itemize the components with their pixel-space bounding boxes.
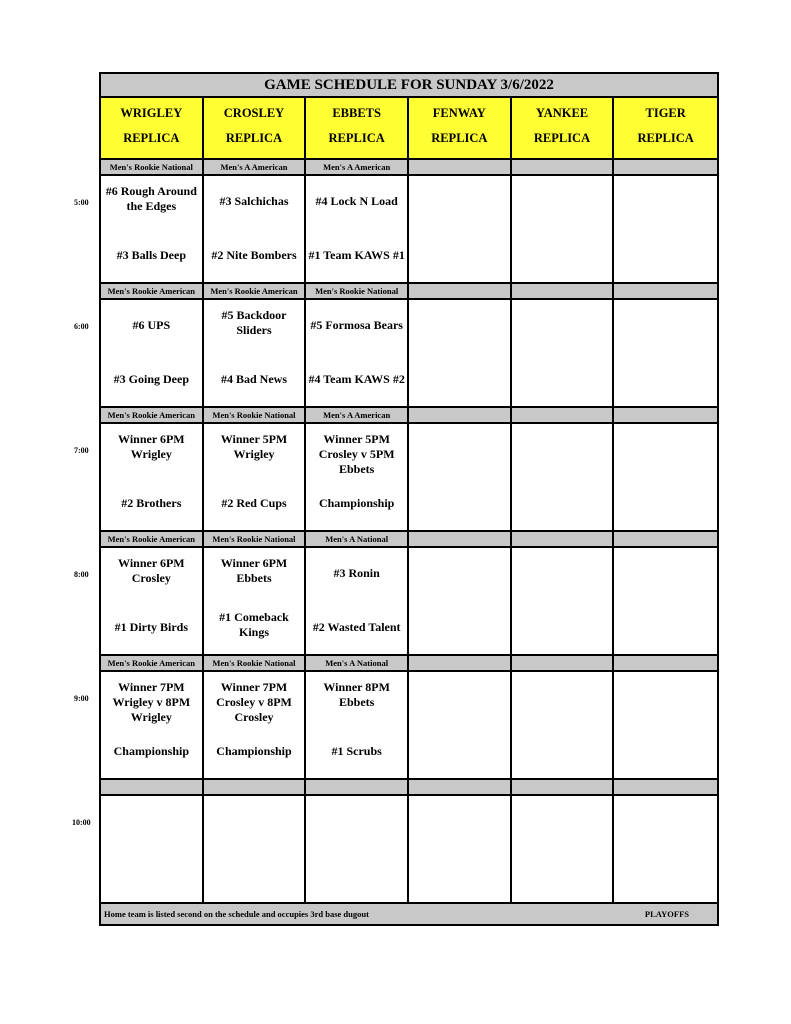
playoffs-label: PLAYOFFS [644, 909, 689, 919]
game-cell [204, 176, 307, 282]
field-header-tiger: TIGER REPLICA [637, 106, 694, 145]
league-label [614, 408, 717, 422]
game-cell [512, 176, 615, 282]
time-label: 7:00 [74, 446, 89, 455]
game-cell [409, 424, 512, 530]
game-cell [101, 300, 204, 406]
home-team: #4 Bad News [220, 372, 287, 386]
field-header-yankee: YANKEE REPLICA [512, 98, 615, 158]
game-cell [204, 424, 307, 530]
game-slot-row [101, 672, 717, 780]
league-label [512, 408, 615, 422]
time-label: 9:00 [74, 694, 89, 703]
away-team: #3 Ronin [333, 566, 380, 580]
home-team: #3 Balls Deep [116, 248, 186, 262]
league-label: Men's A American [306, 160, 409, 174]
time-label: 10:00 [72, 818, 91, 827]
home-team: Championship [318, 496, 395, 510]
home-team: Championship [113, 744, 190, 758]
league-label [409, 284, 512, 298]
home-team: #4 Team KAWS #2 [308, 372, 405, 386]
time-slots [101, 160, 717, 780]
blank-slot-10pm [101, 796, 717, 904]
game-cell [512, 548, 615, 654]
game-cell [306, 176, 409, 282]
home-team: #2 Red Cups [221, 496, 287, 510]
game-cell [512, 300, 615, 406]
league-row [101, 160, 717, 176]
league-label [512, 284, 615, 298]
game-cell [306, 424, 409, 530]
home-team-note: Home team is listed second on the schedule and occupies 3rd base dugout [104, 909, 369, 919]
league-label [614, 160, 717, 174]
home-team: #1 Comeback Kings [219, 610, 289, 639]
game-cell [512, 424, 615, 530]
game-cell [204, 548, 307, 654]
game-cell [614, 672, 717, 778]
league-label [614, 656, 717, 670]
league-label: Men's Rookie American [101, 656, 204, 670]
away-team: Winner 5PM Wrigley [220, 432, 288, 461]
home-team: #1 Team KAWS #1 [308, 248, 405, 262]
league-label: Men's Rookie American [101, 284, 204, 298]
game-cell [204, 300, 307, 406]
league-label: Men's Rookie National [204, 408, 307, 422]
schedule-title: GAME SCHEDULE FOR SUNDAY 3/6/2022 [101, 74, 717, 98]
league-label [512, 532, 615, 546]
game-cell [409, 548, 512, 654]
away-team: #3 Salchichas [219, 194, 289, 208]
game-cell [101, 672, 204, 778]
away-team: Winner 6PM Ebbets [220, 556, 288, 585]
game-slot-row [101, 176, 717, 284]
time-label: 5:00 [74, 198, 89, 207]
game-cell [306, 672, 409, 778]
league-row [101, 408, 717, 424]
game-slot-row [101, 424, 717, 532]
away-team: #6 UPS [132, 318, 171, 332]
home-team: Championship [216, 744, 292, 758]
home-team: #1 Dirty Birds [114, 620, 188, 634]
blank-league-row [101, 780, 717, 796]
away-team: Winner 7PM Crosley v 8PM Crosley [216, 680, 292, 724]
game-cell [101, 176, 204, 282]
game-slot-row [101, 548, 717, 656]
league-label: Men's Rookie National [101, 160, 204, 174]
league-label: Men's Rookie American [101, 532, 204, 546]
field-header-crosley: CROSLEY REPLICA [204, 98, 307, 158]
field-header-fenway: FENWAY REPLICA [409, 98, 512, 158]
field-header-row [101, 98, 717, 160]
home-team: #2 Nite Bombers [211, 248, 297, 262]
league-row [101, 284, 717, 300]
game-cell [409, 300, 512, 406]
league-label [614, 284, 717, 298]
game-cell [614, 548, 717, 654]
league-label: Men's A American [306, 408, 409, 422]
time-label: 6:00 [74, 322, 89, 331]
league-label [512, 656, 615, 670]
game-cell [409, 672, 512, 778]
league-label [409, 408, 512, 422]
league-label: Men's Rookie American [204, 284, 307, 298]
league-label [409, 532, 512, 546]
league-label: Men's A National [306, 656, 409, 670]
away-team: Winner 5PM Crosley v 5PM Ebbets [318, 432, 395, 476]
league-label [614, 532, 717, 546]
league-label: Men's Rookie National [306, 284, 409, 298]
league-label [409, 656, 512, 670]
away-team: Winner 6PM Wrigley [118, 432, 185, 461]
game-cell [409, 176, 512, 282]
game-cell [306, 548, 409, 654]
league-label: Men's A National [306, 532, 409, 546]
schedule-sheet [99, 72, 719, 926]
league-label [512, 160, 615, 174]
game-cell [512, 672, 615, 778]
away-team: Winner 7PM Wrigley v 8PM Wrigley [112, 680, 191, 724]
time-label: 8:00 [74, 570, 89, 579]
league-label: Men's Rookie National [204, 656, 307, 670]
home-team: #3 Going Deep [113, 372, 189, 386]
away-team: Winner 8PM Ebbets [323, 680, 390, 709]
away-team: #4 Lock N Load [315, 194, 398, 208]
game-cell [614, 176, 717, 282]
field-header-ebbets: EBBETS REPLICA [306, 98, 409, 158]
away-team: #6 Rough Around the Edges [105, 184, 197, 213]
league-label: Men's Rookie National [204, 532, 307, 546]
away-team: #5 Backdoor Sliders [221, 308, 287, 337]
home-team: #2 Wasted Talent [312, 620, 401, 634]
game-cell [614, 424, 717, 530]
game-cell [204, 672, 307, 778]
league-label [409, 160, 512, 174]
league-row [101, 532, 717, 548]
league-label: Men's Rookie American [101, 408, 204, 422]
schedule-footer [101, 904, 717, 924]
game-cell [101, 424, 204, 530]
home-team: #1 Scrubs [331, 744, 382, 758]
league-label: Men's A American [204, 160, 307, 174]
home-team: #2 Brothers [121, 496, 182, 510]
league-row [101, 656, 717, 672]
game-cell [306, 300, 409, 406]
field-header-wrigley: WRIGLEY REPLICA [101, 98, 204, 158]
game-slot-row [101, 300, 717, 408]
away-team: Winner 6PM Crosley [118, 556, 185, 585]
away-team: #5 Formosa Bears [310, 318, 403, 332]
game-cell [614, 300, 717, 406]
game-cell [101, 548, 204, 654]
